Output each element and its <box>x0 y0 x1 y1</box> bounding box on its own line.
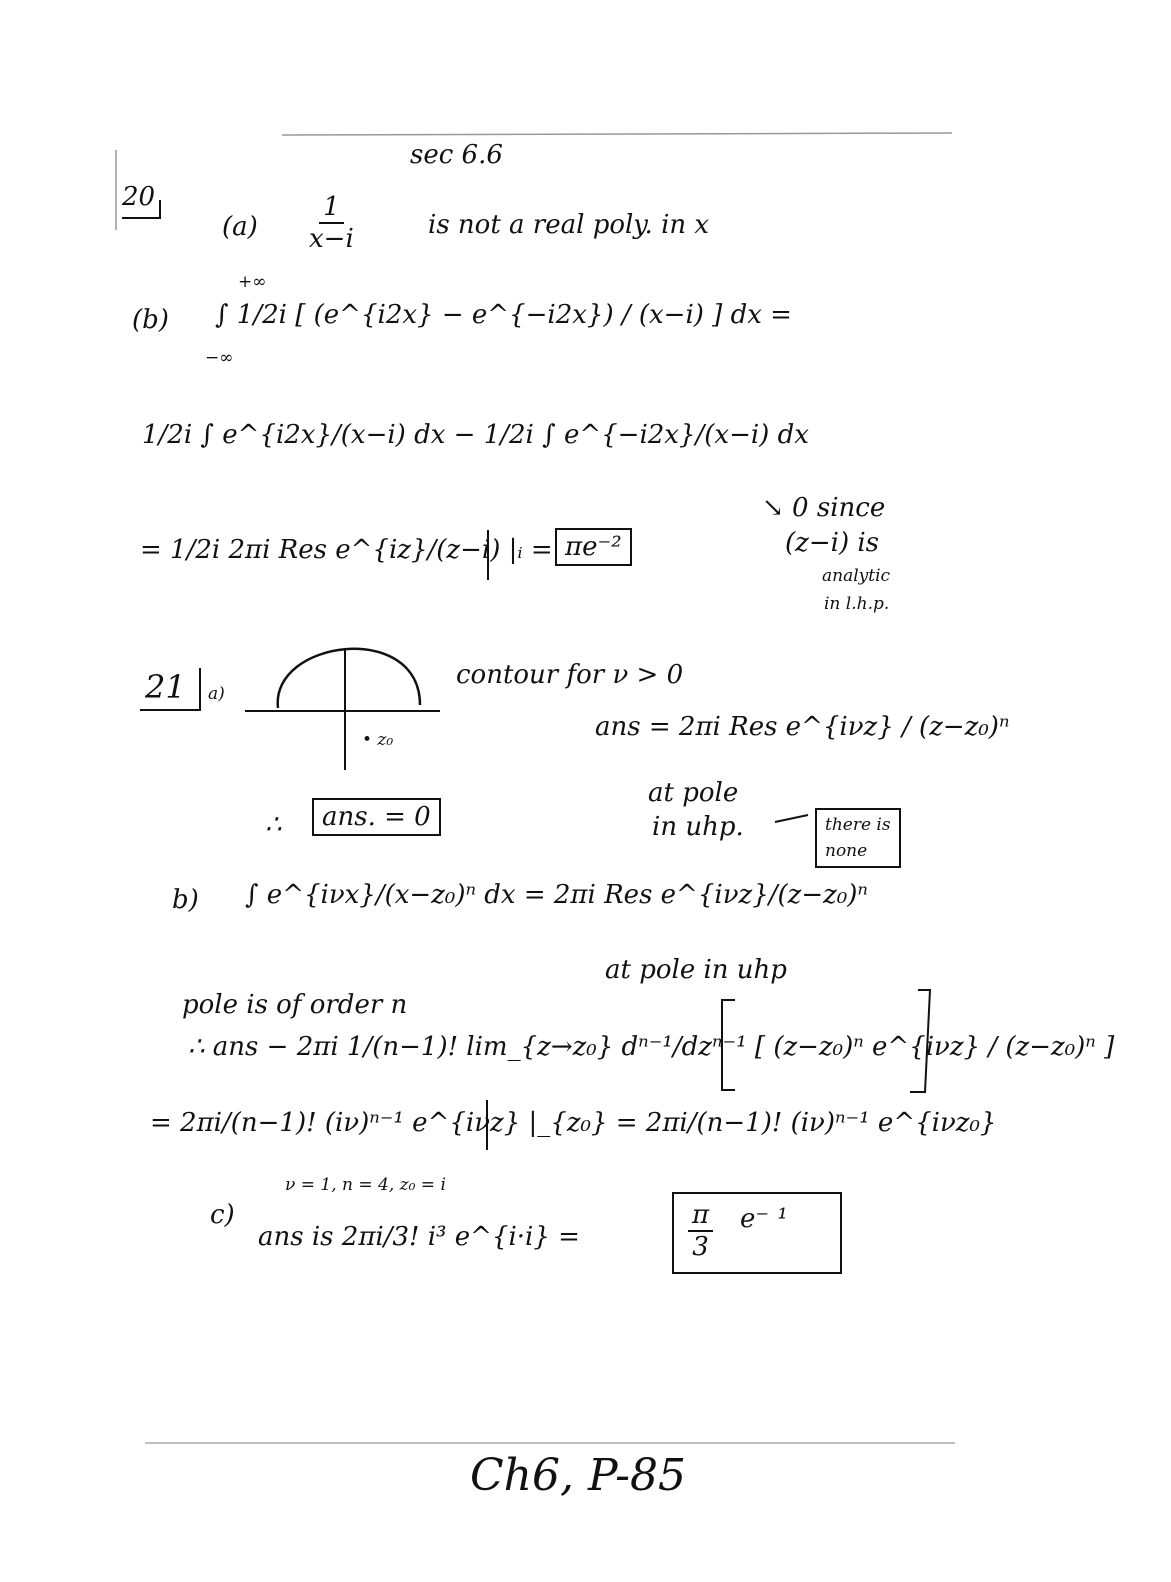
p21a-contour-text: contour for ν > 0 <box>456 660 684 690</box>
p20b-line2: 1/2i ∫ e^{i2x}/(x−i) dx − 1/2i ∫ e^{−i2x}/(x−i) dx <box>142 420 809 450</box>
p20b-answer-box: πe⁻² <box>555 528 632 566</box>
p21a-none: none <box>825 841 868 861</box>
p21c-answer-box <box>672 1192 842 1274</box>
problem-21-label: 21 <box>145 668 186 706</box>
p21c-answer-num: π <box>688 1200 713 1232</box>
p21b-at-pole: at pole in uhp <box>605 955 787 985</box>
p21a-at-pole: at pole <box>648 778 739 808</box>
page-number: Ch6, P-85 <box>470 1450 687 1501</box>
p21a-ans-line: ans = 2πi Res e^{iνz} / (z−z₀)ⁿ <box>595 712 1010 742</box>
p21c-answer-den: 3 <box>692 1232 709 1262</box>
p21b-order: pole is of order n <box>182 990 408 1020</box>
p21a-there-is: there is <box>825 815 891 835</box>
p21a-in-uhp: in uhp. <box>652 812 744 842</box>
p20a-frac-den: x−i <box>309 224 354 254</box>
problem-20-label: 20 <box>122 182 156 212</box>
top-rule <box>282 133 952 135</box>
p21b-result: = 2πi/(n−1)! (iν)ⁿ⁻¹ e^{iνz} |_{z₀} = 2πi/(n−1)! (iν)ⁿ⁻¹ e^{iνz₀} <box>150 1108 997 1138</box>
p21c-answer-fraction <box>688 1200 713 1262</box>
p20b-lower-limit: −∞ <box>205 348 234 368</box>
p20b-line3: = 1/2i 2πi Res e^{iz}/(z−i) |ᵢ = <box>140 535 553 565</box>
p20a-text: is not a real poly. in x <box>428 210 710 240</box>
p20b-note-2: analytic <box>822 566 891 586</box>
p21c-params: ν = 1, n = 4, z₀ = i <box>285 1175 446 1195</box>
p20b-line1: ∫ 1/2i [ (e^{i2x} − e^{−i2x}) / (x−i) ] dx = <box>215 300 792 330</box>
p20a-prefix: (a) <box>222 212 258 242</box>
p21b-prefix: b) <box>172 885 199 915</box>
p20b-note-1: (z−i) is <box>785 528 880 558</box>
p21c-answer-exp: e⁻ ¹ <box>740 1204 788 1234</box>
p21c-prefix: c) <box>210 1200 235 1230</box>
p20b-note-3: in l.h.p. <box>824 594 890 614</box>
p20b-prefix: (b) <box>132 305 169 335</box>
p21a-prefix: a) <box>208 684 225 704</box>
contour-semicircle <box>278 649 420 708</box>
p20a-fraction <box>305 192 358 254</box>
p21c-ans: ans is 2πi/3! i³ e^{i·i} = <box>258 1222 580 1252</box>
arrow-line <box>775 815 808 822</box>
p21a-pole-label: • z₀ <box>362 730 394 750</box>
p20b-upper-limit: +∞ <box>238 272 267 292</box>
p20a-frac-num: 1 <box>319 192 344 224</box>
p21b-line1: ∫ e^{iνx}/(x−z₀)ⁿ dx = 2πi Res e^{iνz}/(z−z₀)ⁿ <box>245 880 868 910</box>
p20b-note-since: ↘ 0 since <box>762 493 886 523</box>
p21a-there-is-none-box <box>815 808 901 868</box>
section-heading: sec 6.6 <box>410 140 503 170</box>
p21a-therefore: ∴ <box>265 810 282 840</box>
p21a-ans-zero-box: ans. = 0 <box>312 798 441 836</box>
p21b-ans-line: ∴ ans − 2πi 1/(n−1)! lim_{z→z₀} dⁿ⁻¹/dzⁿ⁻¹ [ (z−z₀)ⁿ e^{iνz} / (z−z₀)ⁿ ] <box>188 1032 1115 1062</box>
